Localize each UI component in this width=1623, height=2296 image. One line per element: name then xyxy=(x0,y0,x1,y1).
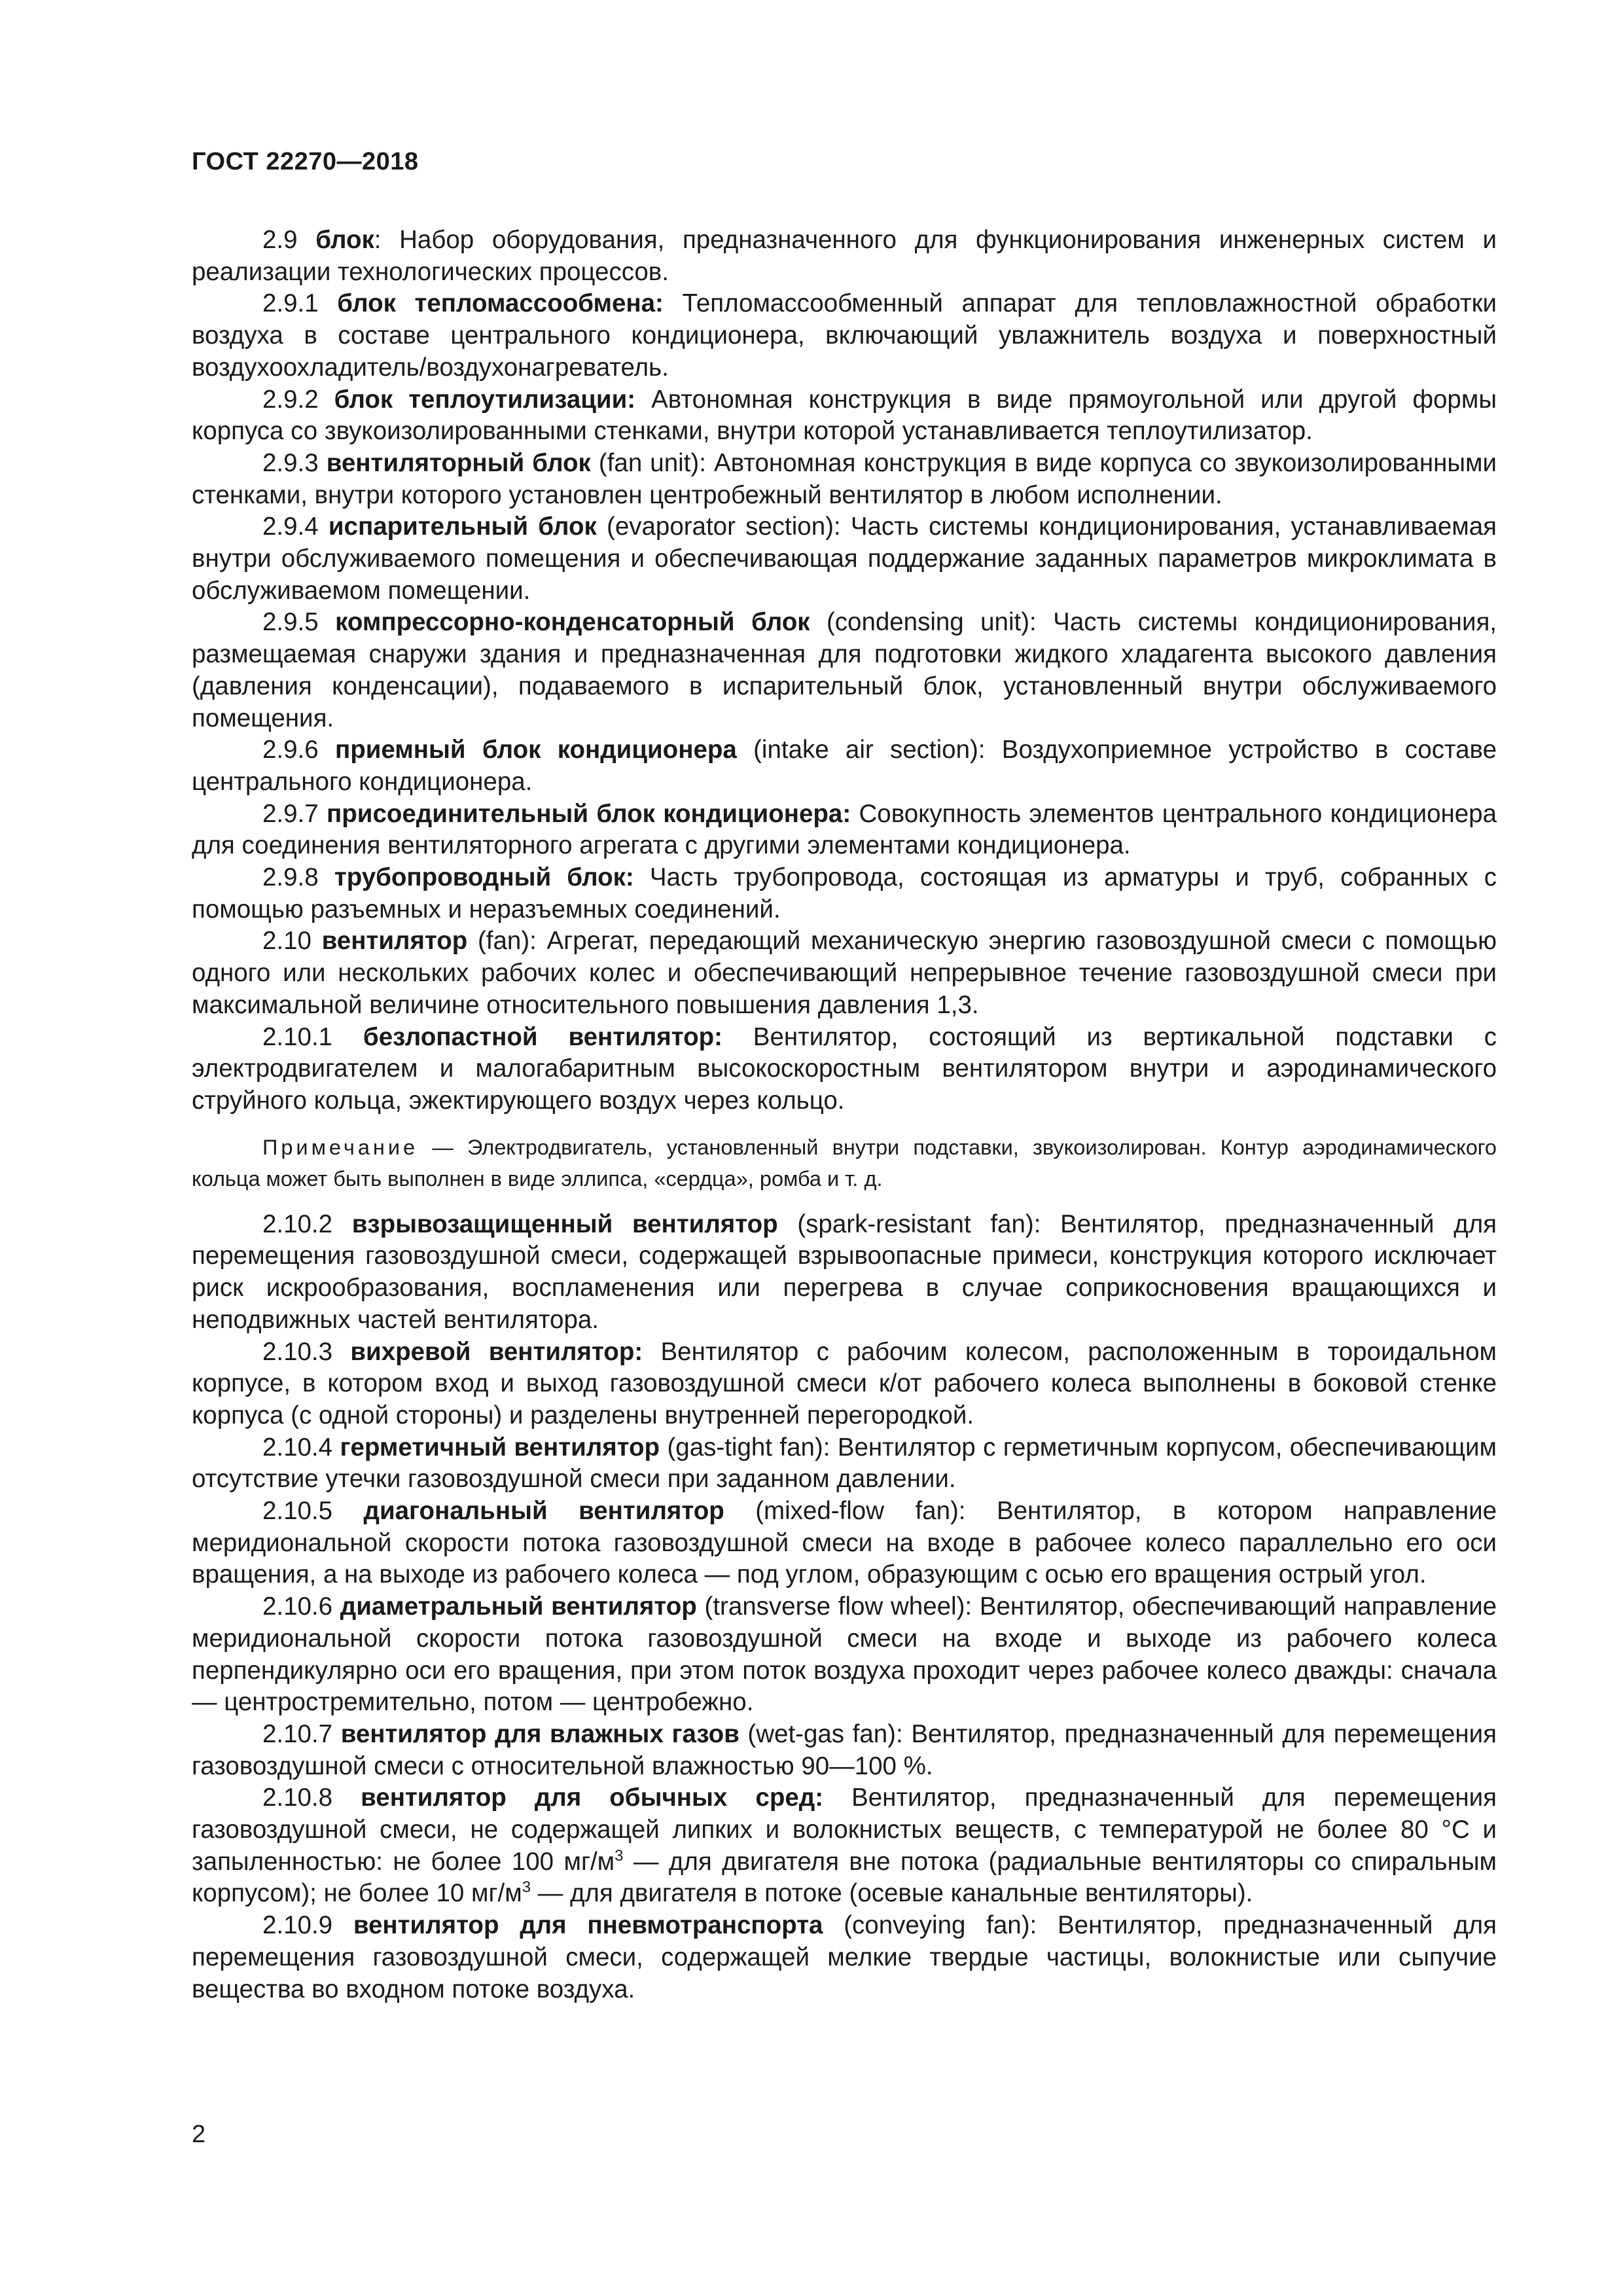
term: вентилятор для пневмотранспорта xyxy=(353,1911,823,1940)
clause-number: 2.10 xyxy=(262,927,312,956)
definition-text: — для двигателя в потоке (осевые канальные вентиляторы). xyxy=(531,1879,1253,1908)
definition-paragraph xyxy=(192,511,1497,607)
clause-number: 2.9.4 xyxy=(262,512,319,541)
superscript: 3 xyxy=(522,1878,531,1897)
page-number: 2 xyxy=(192,2121,206,2148)
definition-text: Вентилятор, предназначенный для перемещения газовоздушной смеси, не содержащей липких и волокнистых веществ, с температурой не более 80 °С и запыленностью: не более 100 мг/м xyxy=(192,1784,1497,1876)
clause-number: 2.9.3 xyxy=(262,448,319,477)
definition-paragraph xyxy=(192,925,1497,1021)
term: блок тепломассообмена: xyxy=(337,289,664,318)
term: герметичный вентилятор xyxy=(340,1433,660,1462)
definition-paragraph xyxy=(192,384,1497,448)
term: трубопроводный блок: xyxy=(334,863,634,892)
definition-paragraph xyxy=(192,1496,1497,1591)
definition-paragraph xyxy=(192,448,1497,511)
term: вихревой вентилятор: xyxy=(350,1337,643,1366)
term: вентилятор xyxy=(321,927,468,956)
clause-number: 2.10.2 xyxy=(262,1210,333,1238)
definition-paragraph xyxy=(192,288,1497,384)
clause-number: 2.9.6 xyxy=(262,736,319,764)
definition-paragraph xyxy=(192,734,1497,798)
clause-number: 2.9.1 xyxy=(262,289,319,318)
term: присоединительный блок кондиционера: xyxy=(327,799,851,828)
definition-text: Совокупность элементов центрального кондиционера для соединения вентиляторного агрегата с другими элементами кондиционера. xyxy=(192,799,1497,860)
definition-text: (evaporator section): Часть системы кондиционирования, устанавливаемая внутри обслуживаемого помещения и обеспечивающая поддержание заданных параметров микроклимата в обслуживаемом помещении. xyxy=(192,512,1497,605)
definition-text: Вентилятор с рабочим колесом, расположенным в тороидальном корпусе, в котором вход и выход газовоздушной смеси к/от рабочего колеса выполнены в боковой стенке корпуса (с одной стороны) и разделены внутренней перегородкой. xyxy=(192,1337,1497,1429)
note-text: — Электродвигатель, установленный внутри подставки, звукоизолирован. Контур аэродинамического кольца может быть выполнен в виде эллипса, «сердца», ромба и т. д. xyxy=(192,1135,1497,1191)
note xyxy=(192,1132,1497,1194)
clause-number: 2.10.9 xyxy=(262,1911,333,1940)
term: блок xyxy=(315,226,374,254)
term: диагональный вентилятор xyxy=(363,1497,724,1526)
term: приемный блок кондиционера xyxy=(334,736,737,764)
term: блок теплоутилизации: xyxy=(334,385,636,414)
clause-number: 2.10.4 xyxy=(262,1433,333,1462)
clause-number: 2.10.8 xyxy=(262,1784,333,1812)
definition-text: (gas-tight fan): Вентилятор с герметичным корпусом, обеспечивающим отсутствие утечки газовоздушной смеси при заданном давлении. xyxy=(192,1433,1497,1494)
term: вентиляторный блок xyxy=(326,448,591,477)
definition-paragraph xyxy=(192,1432,1497,1496)
definition-text: (transverse flow wheel): Вентилятор, обеспечивающий направление меридиональной скорости потока газовоздушной смеси на входе и выходе из рабочего колеса перпендикулярно оси его вращения, при этом поток воздуха проходит через рабочее колесо дважды: сначала — центростремительно, потом — центробежно. xyxy=(192,1592,1497,1717)
clause-number: 2.9.7 xyxy=(262,799,319,828)
term: вентилятор для влажных газов xyxy=(340,1719,740,1748)
definition-paragraph xyxy=(192,798,1497,862)
definition-text: Вентилятор, состоящий из вертикальной подставки с электродвигателем и малогабаритным высокоскоростным вентилятором внутри и аэродинамического струйного кольца, эжектирующего воздух через кольцо. xyxy=(192,1022,1497,1115)
clause-number: 2.9.8 xyxy=(262,863,319,892)
definition-text: (mixed-flow fan): Вентилятор, в котором направление меридиональной скорости потока газовоздушной смеси на входе в рабочее колесо параллельно его оси вращения, а на выходе из рабочего колеса — под углом, образующим с осью его вращения острый угол. xyxy=(192,1497,1497,1589)
definition-text: : Набор оборудования, предназначенного для функционирования инженерных систем и реализации технологических процессов. xyxy=(192,226,1497,286)
definition-paragraph xyxy=(192,1209,1497,1336)
definition-paragraph xyxy=(192,1022,1497,1117)
definition-text: (fan): Агрегат, передающий механическую энергию газовоздушной смеси с помощью одного или нескольких рабочих колес и обеспечивающий непрерывное течение газовоздушной смеси при максимальной величине относительного повышения давления 1,3. xyxy=(192,927,1497,1019)
definition-text: (intake air section): Воздухоприемное устройство в составе центрального кондиционера. xyxy=(192,736,1497,796)
clause-number: 2.10.3 xyxy=(262,1337,333,1366)
definition-paragraph xyxy=(192,224,1497,288)
definition-paragraph xyxy=(192,1910,1497,2005)
superscript: 3 xyxy=(615,1846,624,1865)
definition-paragraph xyxy=(192,1782,1497,1910)
definition-text: Тепломассообменный аппарат для тепловлажностной обработки воздуха в составе центрального кондиционера, включающий увлажнитель воздуха и поверхностный воздухоохладитель/воздухонагреватель. xyxy=(192,289,1497,382)
term: испарительный блок xyxy=(328,512,597,541)
clause-number: 2.9 xyxy=(262,226,298,254)
definition-text: (conveying fan): Вентилятор, предназначенный для перемещения газовоздушной смеси, содержащей мелкие твердые частицы, волокнистые или сыпучие вещества во входном потоке воздуха. xyxy=(192,1911,1497,2003)
definition-paragraph xyxy=(192,1336,1497,1432)
definition-text: Автономная конструкция в виде прямоугольной или другой формы корпуса со звукоизолированными стенками, внутри которой устанавливается теплоутилизатор. xyxy=(192,385,1497,446)
definition-text: (fan unit): Автономная конструкция в виде корпуса со звукоизолированными стенками, внутри которого установлен центробежный вентилятор в любом исполнении. xyxy=(192,448,1497,509)
definition-text: Часть трубопровода, состоящая из арматуры и труб, собранных с помощью разъемных и неразъемных соединений. xyxy=(192,863,1497,924)
clause-number: 2.10.5 xyxy=(262,1497,333,1526)
term: компрессорно-конденсаторный блок xyxy=(335,608,810,637)
term: безлопастной вентилятор: xyxy=(363,1022,722,1051)
term: взрывозащищенный вентилятор xyxy=(351,1210,778,1238)
clause-number: 2.10.1 xyxy=(262,1022,333,1051)
clause-number: 2.10.6 xyxy=(262,1592,333,1621)
body-text xyxy=(192,224,1497,2005)
term: вентилятор для обычных сред: xyxy=(361,1784,824,1812)
definition-paragraph xyxy=(192,607,1497,734)
definition-text: — для двигателя вне потока (радиальные вентиляторы со спиральным корпусом); не более 10 мг/м xyxy=(192,1847,1497,1908)
clause-number: 2.9.5 xyxy=(262,608,319,637)
definition-text: (wet-gas fan): Вентилятор, предназначенный для перемещения газовоздушной смеси с относительной влажностью 90—100 %. xyxy=(192,1719,1497,1780)
definition-text: (spark-resistant fan): Вентилятор, предназначенный для перемещения газовоздушной смеси, содержащей взрывоопасные примеси, конструкция которого исключает риск искрообразования, воспламенения или перегрева в случае соприкосновения вращающихся и неподвижных частей вентилятора. xyxy=(192,1210,1497,1334)
document-id-header: ГОСТ 22270—2018 xyxy=(192,148,419,175)
definition-paragraph xyxy=(192,1719,1497,1782)
definition-text: (condensing unit): Часть системы кондиционирования, размещаемая снаружи здания и предназначенная для подготовки жидкого хладагента высокого давления (давления конденсации), подаваемого в испарительный блок, установленный внутри обслуживаемого помещения. xyxy=(192,608,1497,732)
clause-number: 2.9.2 xyxy=(262,385,319,414)
definition-paragraph xyxy=(192,862,1497,925)
term: диаметральный вентилятор xyxy=(340,1592,697,1621)
clause-number: 2.10.7 xyxy=(262,1719,333,1748)
definition-paragraph xyxy=(192,1591,1497,1719)
note-label: Примечание xyxy=(262,1135,419,1159)
